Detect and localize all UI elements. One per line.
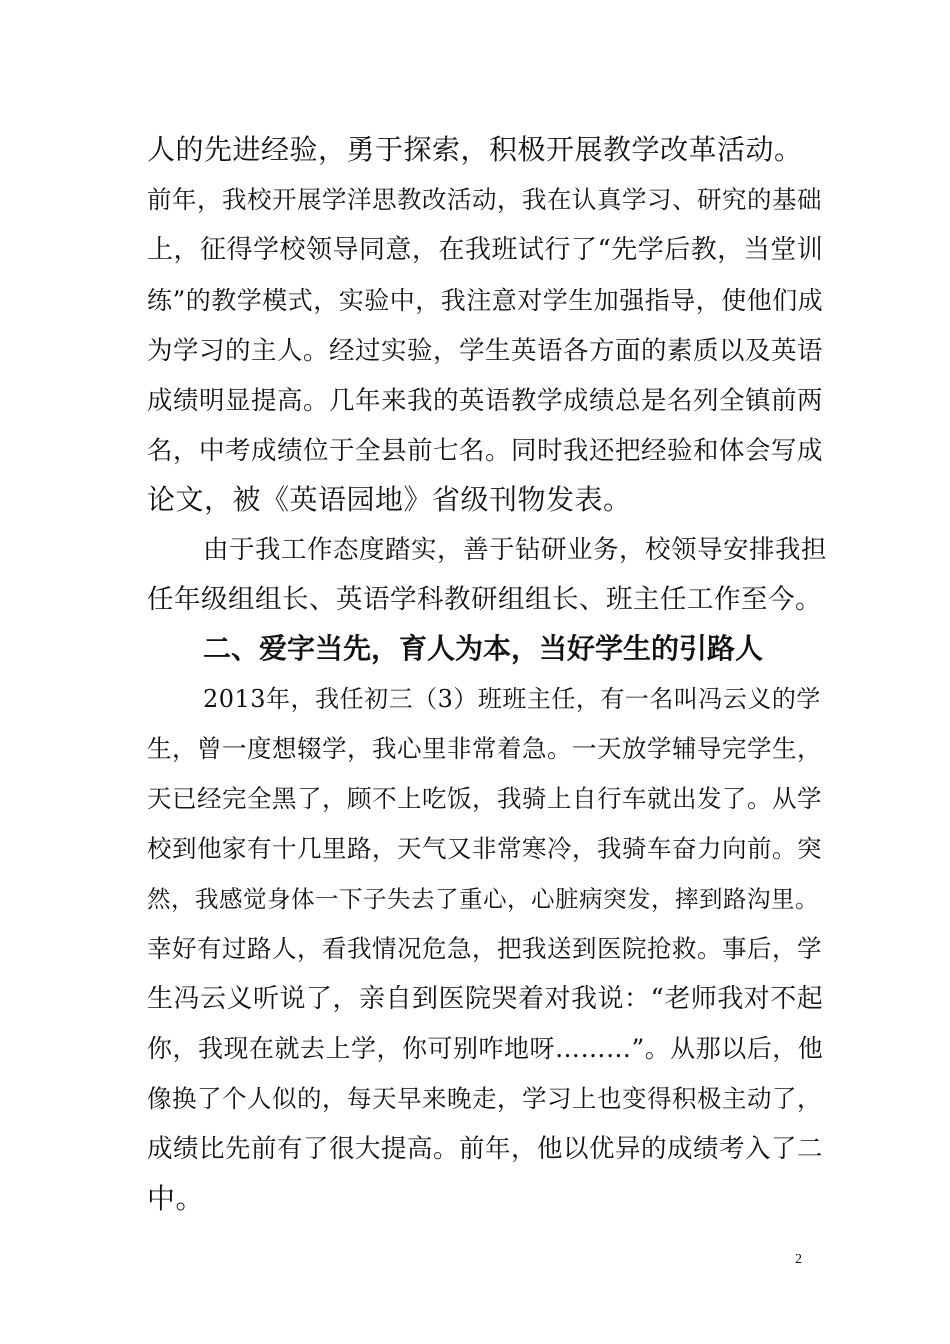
paragraph-line: 中。: [147, 1182, 205, 1215]
paragraph-line: 为学习的主人。经过实验，学生英语各方面的素质以及英语: [147, 336, 824, 366]
paragraph-line: 生，曾一度想辍学，我心里非常着急。一天放学辅导完学生，: [147, 734, 822, 763]
paragraph-line: 上，征得学校领导同意，在我班试行了“先学后教，当堂训: [147, 235, 824, 265]
paragraph-line: 由于我工作态度踏实，善于钻研业务，校领导安排我担: [203, 535, 828, 565]
paragraph-line: 论文，被《英语园地》省级刊物发表。: [147, 483, 632, 516]
paragraph-line: 成绩明显提高。几年来我的英语教学成绩总是名列全镇前两: [147, 386, 824, 416]
paragraph-line: 天已经完全黑了，顾不上吃饭，我骑上自行车就出发了。从学: [147, 784, 822, 813]
paragraph-line: 练”的教学模式，实验中，我注意对学生加强指导，使他们成: [147, 286, 824, 315]
page-number: 2: [795, 1252, 802, 1267]
paragraph-line: 幸好有过路人，看我情况危急，把我送到医院抢救。事后，学: [147, 934, 822, 963]
paragraph-line: 像换了个人似的，每天早来晚走，学习上也变得积极主动了，: [147, 1084, 822, 1113]
paragraph-line: 校到他家有十几里路，天气又非常寒冷，我骑车奋力向前。突: [147, 834, 822, 863]
paragraph-line: 你，我现在就去上学，你可别咋地呀………”。从那以后，他: [147, 1034, 824, 1063]
paragraph-line: 前年，我校开展学洋思教改活动，我在认真学习、研究的基础: [147, 185, 822, 214]
paragraph-line: 任年级组组长、英语学科教研组组长、班主任工作至今。: [147, 584, 822, 615]
paragraph-line: 然，我感觉身体一下子失去了重心，心脏病突发，摔到路沟里。: [147, 885, 819, 913]
paragraph-line: 2013年，我任初三（3）班班主任，有一名叫冯云义的学: [203, 685, 821, 713]
paragraph-line: 成绩比先前有了很大提高。前年，他以优异的成绩考入了二: [147, 1134, 824, 1164]
paragraph-line: 生冯云义听说了，亲自到医院哭着对我说：“老师我对不起: [147, 984, 824, 1014]
paragraph-line: 名，中考成绩位于全县前七名。同时我还把经验和体会写成: [147, 436, 824, 466]
paragraph-line: 人的先进经验，勇于探索，积极开展教学改革活动。: [147, 133, 803, 166]
section-heading: 二、爱字当先，育人为本，当好学生的引路人: [203, 632, 764, 665]
